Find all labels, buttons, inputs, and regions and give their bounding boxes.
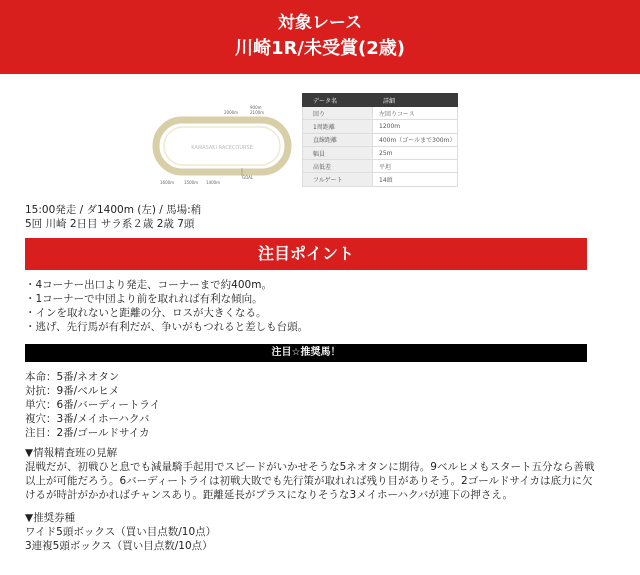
race-header — [0, 0, 640, 74]
tickets-section — [25, 511, 216, 553]
race-info — [25, 203, 201, 231]
list-item: ・4コーナー出口より発走、コーナーまで約400m。 — [25, 279, 272, 291]
course-label-2000: 2000m — [224, 110, 239, 115]
race-title: 川崎1R/未受賞(2歳) — [235, 38, 405, 59]
list-item: ・1コーナーで中団より前を取れれば有利な傾向。 — [25, 293, 263, 305]
section-bar-recommend: 注目☆推奨馬！ — [25, 344, 587, 362]
list-item: 単穴：6番/バーディートライ — [25, 399, 161, 411]
list-item: ワイド5頭ボックス（買い目点数/10点） — [25, 526, 217, 538]
list-item: ・逃げ、先行馬が有利だが、争いがもつれると差しも台頭。 — [25, 321, 309, 333]
course-label-1500: 1500m — [184, 180, 199, 185]
list-item: 3連複5頭ボックス（買い目点数/10点） — [25, 540, 213, 552]
table-row — [303, 120, 458, 133]
table-cell-key: 1周距離 — [303, 120, 373, 133]
list-item: 対抗：9番/ベルヒメ — [25, 385, 120, 397]
table-row — [303, 107, 458, 120]
table-row — [303, 146, 458, 159]
course-info-table — [302, 93, 458, 187]
course-label-goal: GOAL — [242, 175, 254, 180]
table-cell-value: 14頭 — [373, 173, 458, 186]
race-info-schedule: 15:00発走 / ダ1400m (左) / 馬場:稍 — [25, 204, 202, 216]
table-cell-key: 高低差 — [303, 160, 373, 173]
table-cell-value: 左回りコース — [373, 107, 458, 120]
course-map — [152, 104, 292, 188]
table-header-cell: 詳細 — [373, 94, 458, 107]
table-header-row — [303, 94, 458, 107]
table-row — [303, 173, 458, 186]
list-item: 本命：5番/ネオタン — [25, 371, 120, 383]
picks-list — [25, 370, 160, 440]
section-banner-points: 注目ポイント — [25, 238, 587, 270]
header-label: 対象レース — [277, 13, 363, 33]
race-info-meeting: 5回 川崎 2日目 サラ系２歳 2歳 7頭 — [25, 218, 195, 230]
table-cell-value: 400m（ゴールまで300m） — [373, 133, 458, 146]
tickets-heading: ▼推奨券種 — [25, 512, 76, 524]
course-label-2100: 2100m — [250, 110, 265, 115]
course-track-name: KAWASAKI RACECOURSE — [191, 145, 253, 151]
course-label-900: 900m — [250, 105, 262, 110]
analysis-body: 混戦だが、初戦ひと息でも減量騎手起用でスピードがいかせそうな5ネオタンに期待。9ベルヒメもスタート五分なら善戦以上が可能だろう。6バーディートライは初戦大敗でも先行策が取れれば残り目がありそう。2ゴールドサイカは底力に欠けるが時計がかかればチャンスあり。距離延長がプラスになりそうな3メイホーハクバが連下の押さえ。 — [25, 461, 595, 501]
table-row — [303, 160, 458, 173]
table-cell-value: 平坦 — [373, 160, 458, 173]
analysis-section — [25, 446, 595, 502]
table-header-cell: データ名 — [303, 94, 373, 107]
course-label-1400: 1400m — [206, 180, 221, 185]
list-item: 注目：2番/ゴールドサイカ — [25, 427, 150, 439]
points-list — [25, 278, 308, 334]
table-cell-value: 25m — [373, 146, 458, 159]
table-cell-key: 回り — [303, 107, 373, 120]
table-cell-key: 幅員 — [303, 146, 373, 159]
list-item: ・インを取れないと距離の分、ロスが大きくなる。 — [25, 307, 267, 319]
list-item: 複穴：3番/メイホーハクバ — [25, 413, 150, 425]
table-cell-value: 1200m — [373, 120, 458, 133]
table-cell-key: フルゲート — [303, 173, 373, 186]
table-row — [303, 133, 458, 146]
table-cell-key: 直線距離 — [303, 133, 373, 146]
course-label-1600: 1600m — [160, 180, 175, 185]
analysis-heading: ▼情報精査班の見解 — [25, 447, 118, 459]
